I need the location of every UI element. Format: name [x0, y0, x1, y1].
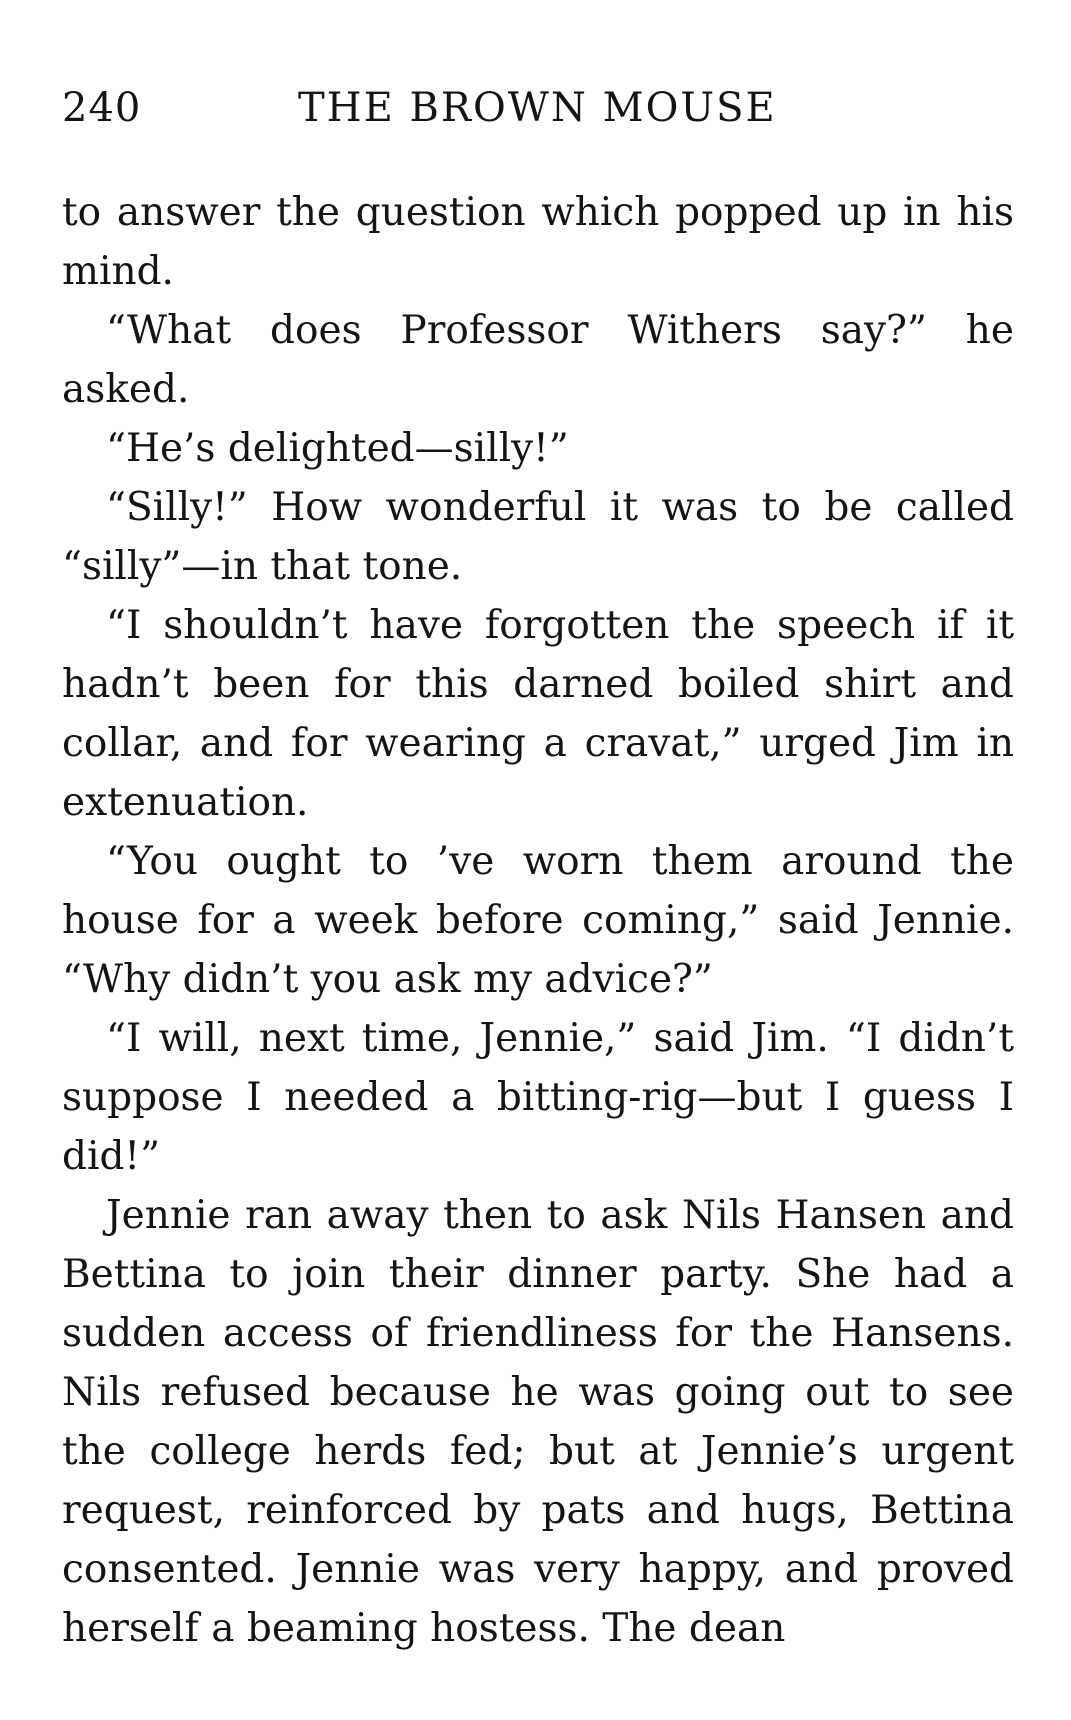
- running-title: THE BROWN MOUSE: [298, 85, 777, 131]
- body-text: [62, 183, 1014, 1658]
- paragraph: Jennie ran away then to ask Nils Hansen and Bettina to join their dinner party. She had a sudden access of friendliness for the Hansens. Nils refused because he was going out to see the college herds fed; but at Jennie’s urgent request, reinforced by pats and hugs, Bettina consented. Jennie was very happy, and proved herself a beaming hostess. The dean: [62, 1193, 1014, 1651]
- page-number: 240: [62, 85, 142, 131]
- paragraph: “I shouldn’t have forgotten the speech if it hadn’t been for this darned boiled shirt and collar, and for wearing a cravat,” urged Jim in extenuation.: [62, 603, 1014, 825]
- running-head: [62, 78, 1012, 138]
- paragraph: “He’s delighted—silly!”: [106, 426, 569, 471]
- paragraph-continued: to answer the question which popped up in his mind.: [62, 190, 1014, 294]
- paragraph: “I will, next time, Jennie,” said Jim. “I didn’t suppose I needed a bitting-rig—but I guess I did!”: [62, 1016, 1014, 1179]
- paragraph: “What does Professor Withers say?” he asked.: [62, 308, 1014, 412]
- paragraph: “Silly!” How wonderful it was to be called “silly”—in that tone.: [62, 485, 1014, 589]
- paragraph: “You ought to ’ve worn them around the house for a week before coming,” said Jennie. “Why didn’t you ask my advice?”: [62, 839, 1014, 1002]
